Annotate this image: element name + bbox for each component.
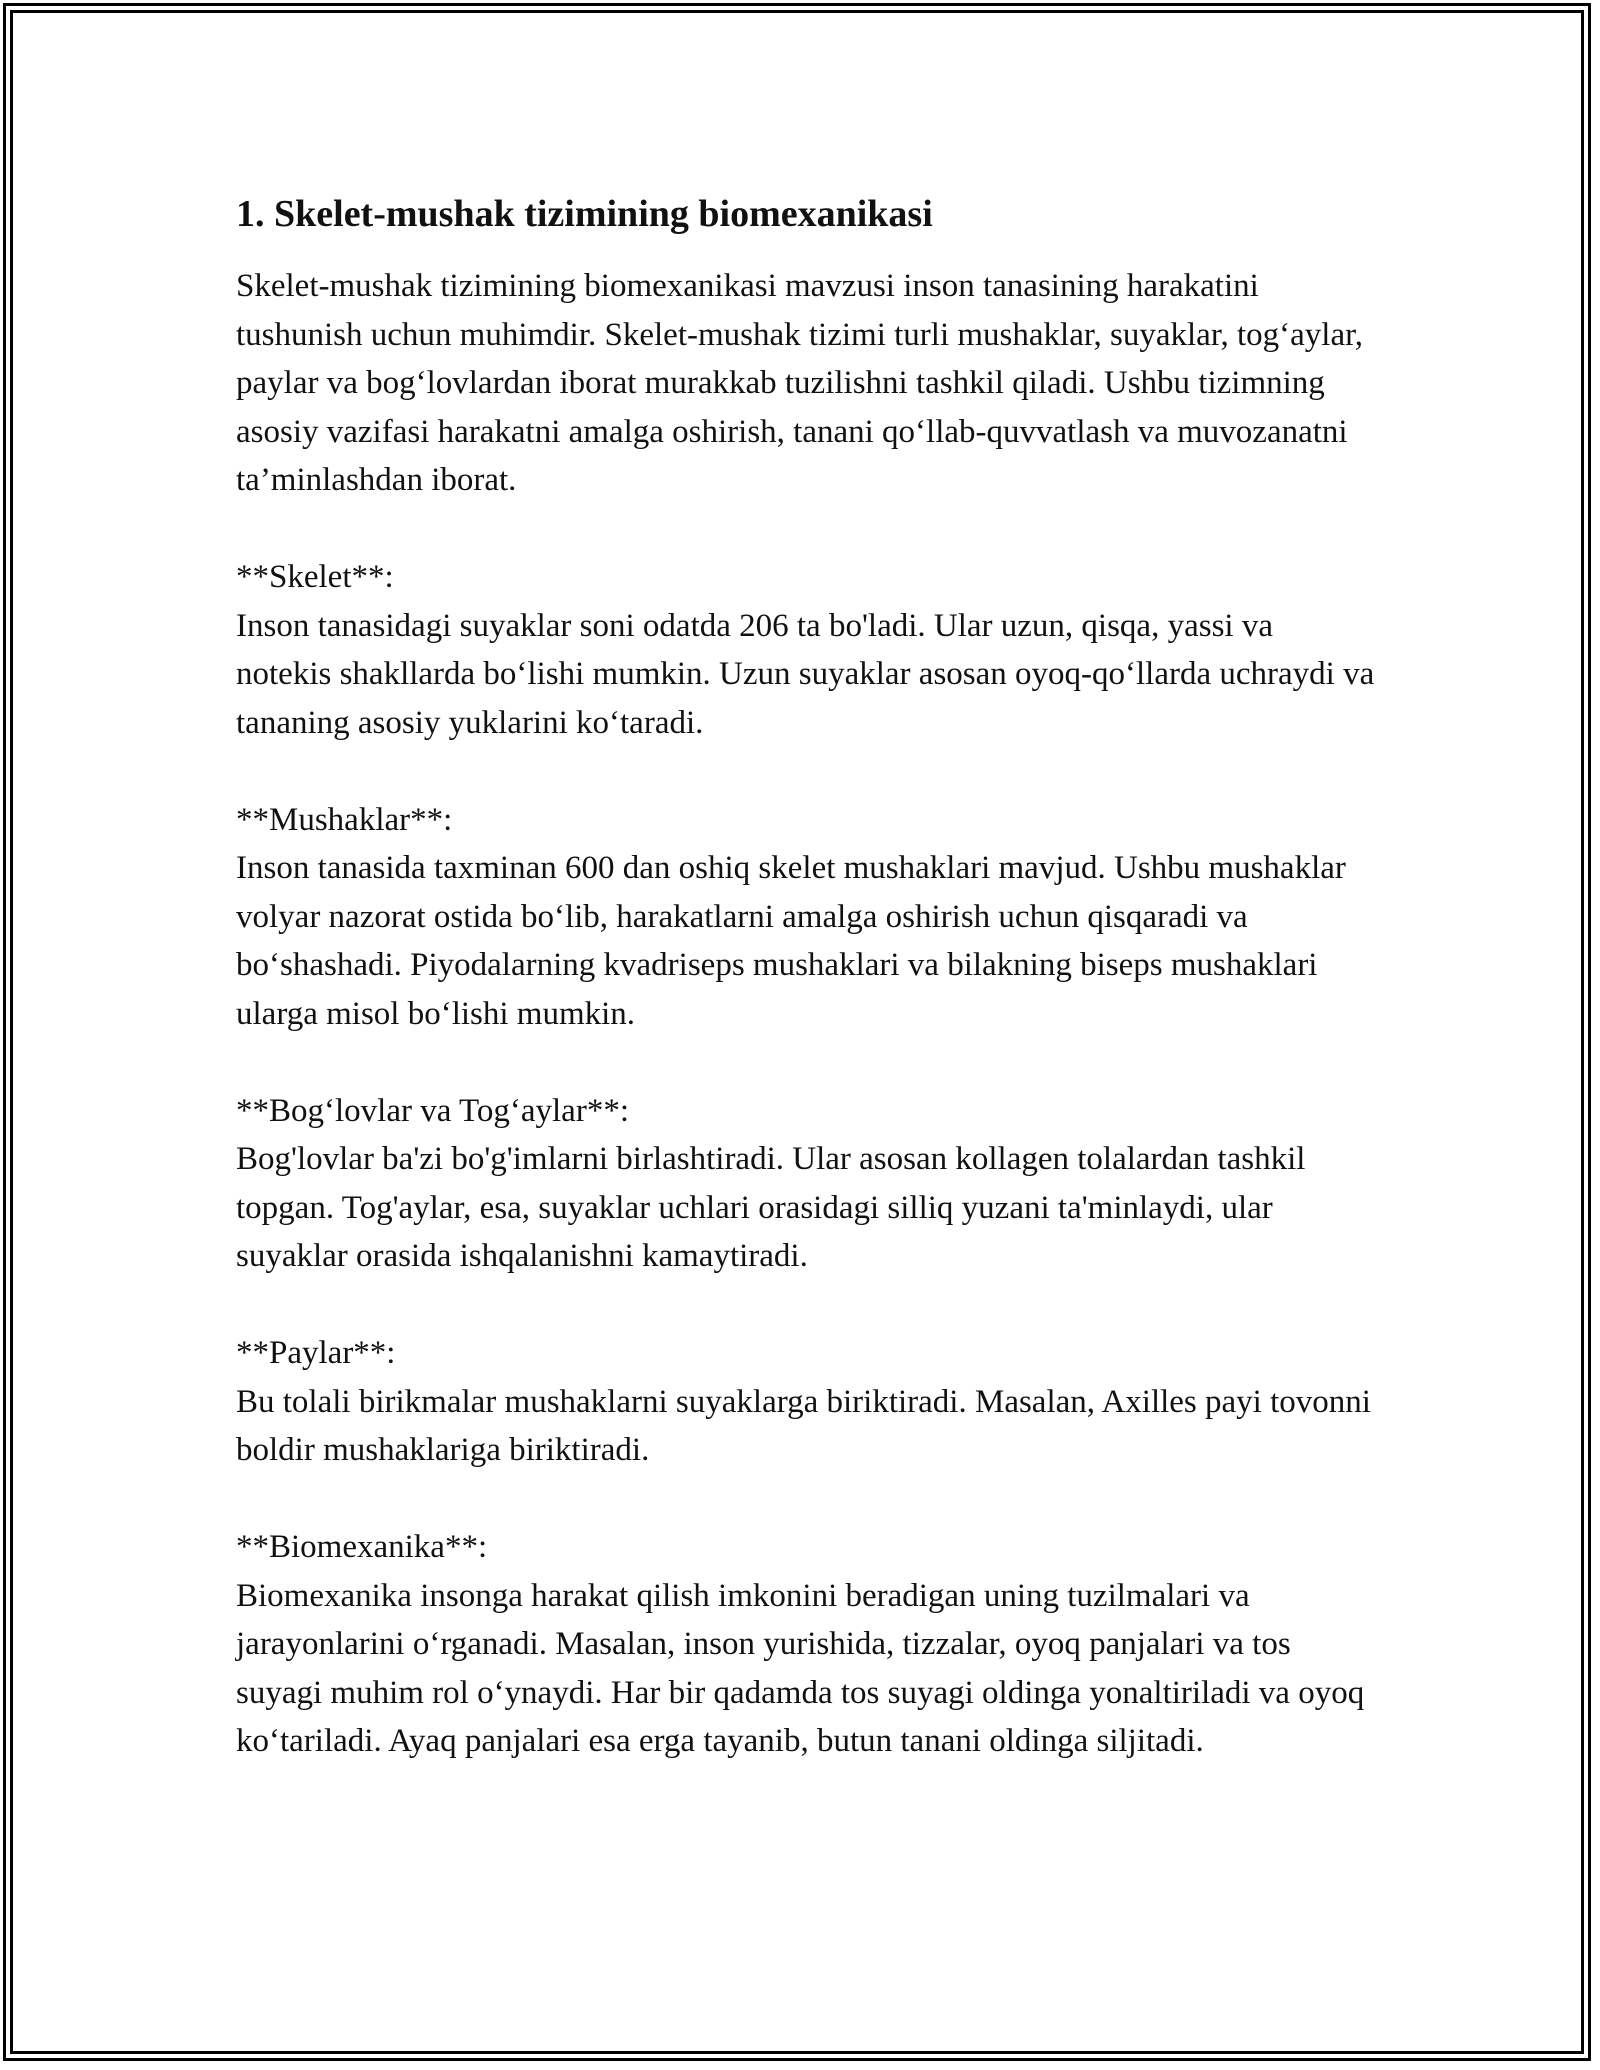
section-heading: **Skelet**:	[236, 559, 394, 595]
intro-paragraph: Skelet-mushak tizimining biomexanikasi mavzusi inson tanasining harakatini tushunish uchun muhimdir. Skelet-mushak tizimi turli mushaklar, suyaklar, tog‘aylar, paylar va bog‘lovlardan iborat murakkab tuzilishni tashkil qiladi. Ushbu tizimning asosiy vazifasi harakatni amalga oshirish, tanani qo‘llab-quvvatlash va muvozanatni ta’minlashdan iborat.	[236, 268, 1364, 498]
section-body: Bog'lovlar ba'zi bo'g'imlarni birlashtiradi. Ular asosan kollagen tolalardan tashkil topgan. Tog'aylar, esa, suyaklar uchlari orasidagi silliq yuzani ta'minlaydi, ular suyaklar orasida ishqalanishni kamaytiradi.	[236, 1141, 1306, 1274]
section-biomexanika	[236, 1523, 1376, 1766]
section-heading: **Biomexanika**:	[236, 1529, 488, 1565]
section-body: Inson tanasidagi suyaklar soni odatda 206 ta bo'ladi. Ular uzun, qisqa, yassi va notekis shakllarda bo‘lishi mumkin. Uzun suyaklar asosan oyoq-qo‘llarda uchraydi va tananing asosiy yuklarini ko‘taradi.	[236, 607, 1375, 741]
section-body: Bu tolali birikmalar mushaklarni suyaklarga biriktiradi. Masalan, Axilles payi tovonni boldir mushaklariga biriktiradi.	[236, 1383, 1371, 1468]
section-skelet	[236, 553, 1376, 747]
section-heading: **Mushaklar**:	[236, 801, 453, 838]
document-title: 1. Skelet-mushak tizimining biomexanikasi	[236, 193, 933, 235]
section-paylar	[236, 1329, 1376, 1475]
section-body: Inson tanasida taxminan 600 dan oshiq skelet mushaklari mavjud. Ushbu mushaklar volyar nazorat ostida bo‘lib, harakatlarni amalga oshirish uchun qisqaradi va bo‘shashadi. Piyodalarning kvadriseps mushaklari va bilakning biseps mushaklari ularga misol bo‘lishi mumkin.	[236, 850, 1346, 1032]
section-boglovlar-togaylar	[236, 1087, 1376, 1281]
section-body: Biomexanika insonga harakat qilish imkonini beradigan uning tuzilmalari va jarayonlarini o‘rganadi. Masalan, inson yurishida, tizzalar, oyoq panjalari va tos suyagi muhim rol o‘ynaydi. Har bir qadamda tos suyagi oldinga yonaltiriladi va oyoq ko‘tariladi. Ayaq panjalari esa erga tayanib, butun tanani oldinga siljitadi.	[236, 1577, 1365, 1759]
section-heading: **Bog‘lovlar va Tog‘aylar**:	[236, 1092, 629, 1129]
section-heading: **Paylar**:	[236, 1335, 396, 1371]
document-content	[236, 186, 1376, 1814]
section-mushaklar	[236, 796, 1376, 1039]
